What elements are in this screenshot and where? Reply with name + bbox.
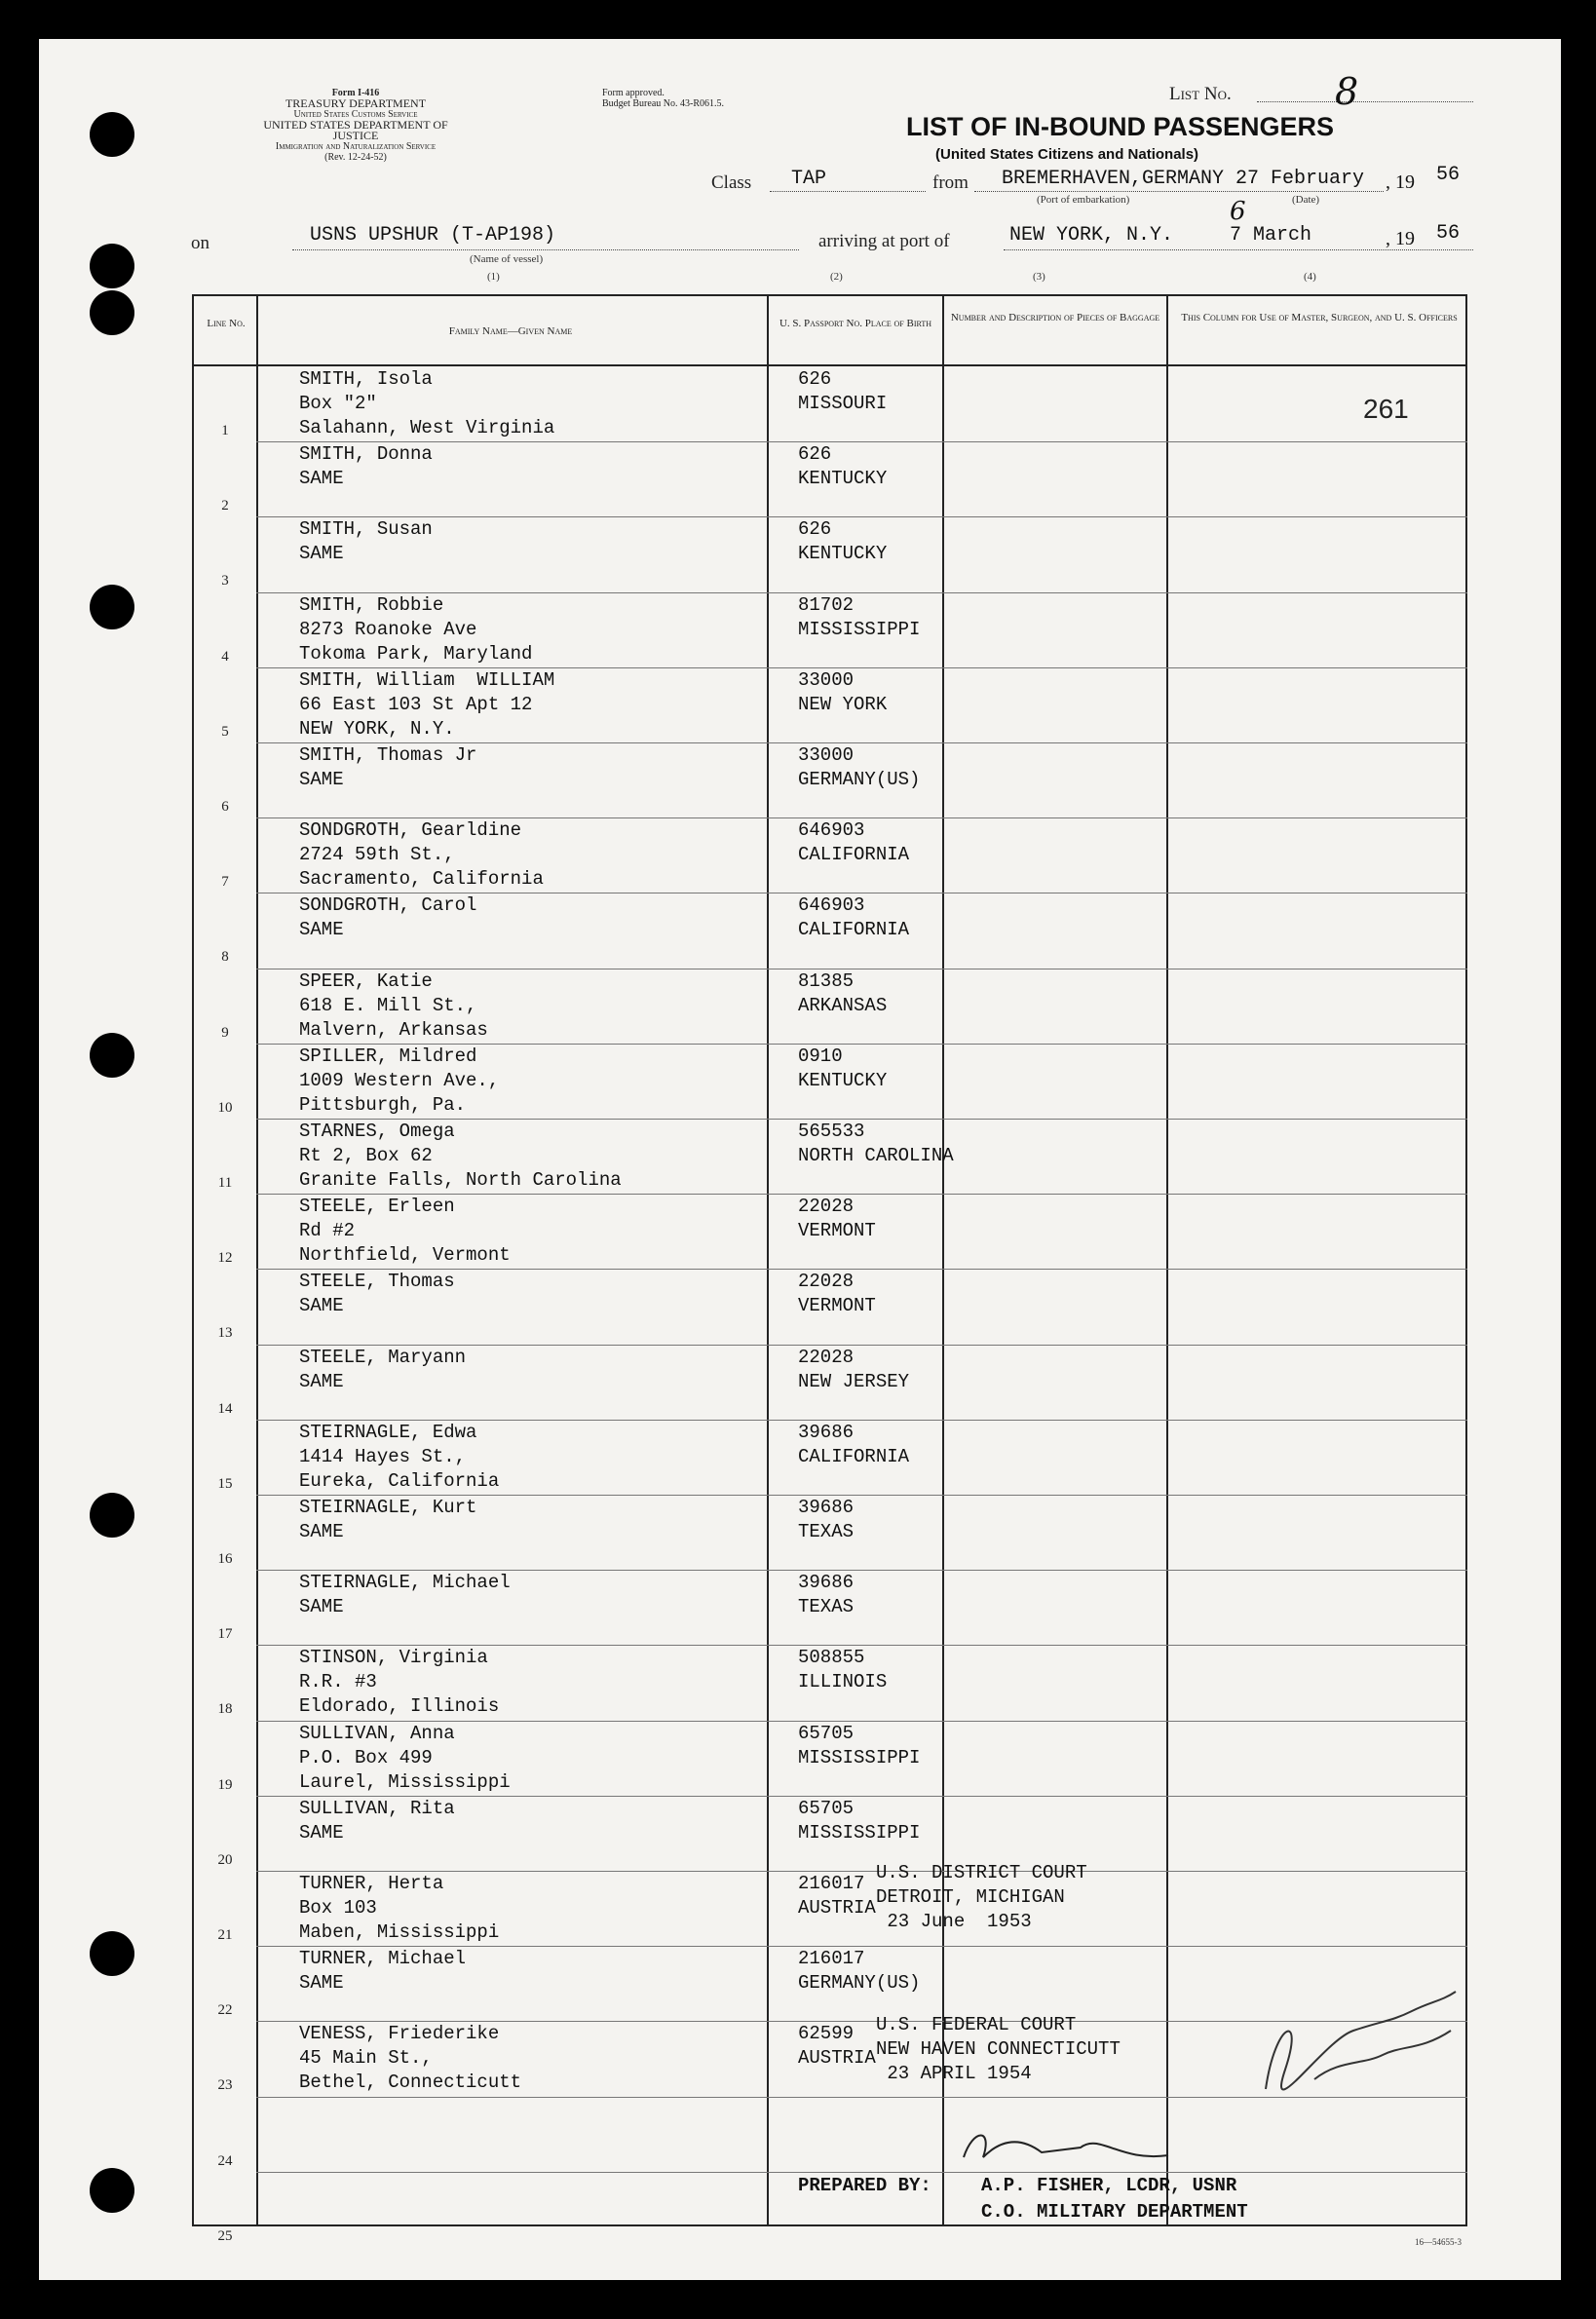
passenger-name-address: TURNER, Michael SAME <box>299 1948 467 1995</box>
row-divider <box>256 2172 1467 2173</box>
column-divider <box>767 296 769 2224</box>
line-number: 20 <box>217 1851 233 1868</box>
passport-birthplace: 626 MISSOURI <box>798 368 888 414</box>
line-number: 22 <box>217 2002 233 2019</box>
list-no-value: 8 <box>1335 70 1359 113</box>
form-code: 16—54655-3 <box>1415 2237 1462 2247</box>
passport-birthplace: 22028 VERMONT <box>798 1271 876 1317</box>
line-number: 15 <box>217 1475 233 1492</box>
from-year-prefix: , 19 <box>1386 171 1415 193</box>
line-number: 25 <box>217 2227 233 2244</box>
officer-note: 261 <box>1363 394 1409 424</box>
passenger-name-address: SONDGROTH, Carol SAME <box>299 894 477 941</box>
treasury-dept: TREASURY DEPARTMENT <box>285 96 427 110</box>
line-number: 18 <box>217 1701 233 1718</box>
passport-birthplace: 646903 CALIFORNIA <box>798 894 910 941</box>
passport-birthplace: 81702 MISSISSIPPI <box>798 593 921 640</box>
punch-hole <box>90 1033 134 1078</box>
passenger-name-address: STINSON, Virginia R.R. #3 Eldorado, Illinois <box>299 1647 500 1718</box>
line-number: 4 <box>221 648 229 665</box>
naturalization-court-note: U.S. FEDERAL COURT NEW HAVEN CONNECTICUTT 23 APRIL 1954 <box>876 2014 1121 2084</box>
on-label: on <box>191 233 209 253</box>
col-header-name: Family Name—Given Name <box>448 325 573 337</box>
arriving-label: arriving at port of <box>818 231 950 251</box>
line-number: 10 <box>217 1099 233 1116</box>
passenger-name-address: TURNER, Herta Box 103 Maben, Mississippi <box>299 1873 500 1943</box>
column-divider <box>256 296 258 2224</box>
passport-birthplace: 216017 GERMANY(US) <box>798 1948 921 1995</box>
arrival-year: 56 <box>1436 222 1461 245</box>
vessel-caption: (Name of vessel) <box>470 253 544 265</box>
passenger-name-address: SMITH, Robbie 8273 Roanoke Ave Tokoma Park, Maryland <box>299 593 533 665</box>
naturalization-court-note: U.S. DISTRICT COURT DETROIT, MICHIGAN 23 June 1953 <box>876 1862 1087 1932</box>
line-number: 14 <box>217 1400 233 1417</box>
vessel-underline <box>292 249 799 250</box>
passport-birthplace: 33000 GERMANY(US) <box>798 744 921 790</box>
punch-hole <box>90 244 134 288</box>
punch-hole <box>90 1493 134 1538</box>
passenger-name-address: SMITH, William WILLIAM 66 East 103 St Apt 12 NEW YORK, N.Y. <box>299 668 555 740</box>
punch-hole <box>90 2168 134 2213</box>
officer-signature <box>1246 1982 1470 2118</box>
form-identification <box>244 88 468 163</box>
from-year: 56 <box>1436 164 1461 186</box>
passport-birthplace: 33000 NEW YORK <box>798 668 888 715</box>
passenger-name-address: VENESS, Friederike 45 Main St., Bethel, Connecticutt <box>299 2023 522 2094</box>
caption-col-3: (3) <box>1033 271 1045 283</box>
passport-birthplace: 81385 ARKANSAS <box>798 969 888 1016</box>
col-header-passport: U. S. Passport No. Place of Birth <box>779 318 932 329</box>
line-number: 5 <box>221 723 229 740</box>
punch-hole <box>90 585 134 629</box>
punch-hole <box>90 290 134 335</box>
passport-birthplace: 39686 TEXAS <box>798 1497 855 1542</box>
passenger-name-address: STEIRNAGLE, Michael SAME <box>299 1572 511 1618</box>
approval-block <box>602 88 724 109</box>
passport-birthplace: 22028 NEW JERSEY <box>798 1346 910 1392</box>
line-number: 24 <box>217 2152 233 2169</box>
port-embarkation-caption: (Port of embarkation) <box>1037 194 1130 206</box>
date-caption: (Date) <box>1292 194 1320 206</box>
passenger-name-address: STARNES, Omega Rt 2, Box 62 Granite Falls, North Carolina <box>299 1121 622 1191</box>
arrival-port: NEW YORK, N.Y. <box>1009 224 1174 247</box>
passenger-name-address: SMITH, Susan SAME <box>299 518 433 565</box>
arrival-date: 7 March <box>1230 224 1312 247</box>
passenger-name-address: STEELE, Thomas SAME <box>299 1271 455 1317</box>
passport-birthplace: 22028 VERMONT <box>798 1196 876 1242</box>
customs-service: United States Customs Service <box>293 109 418 120</box>
class-label: Class <box>711 172 752 193</box>
justice-dept: UNITED STATES DEPARTMENT OF JUSTICE <box>263 118 448 142</box>
line-number: 8 <box>221 949 229 966</box>
passport-birthplace: 39686 TEXAS <box>798 1572 855 1618</box>
passport-birthplace: 39686 CALIFORNIA <box>798 1421 910 1467</box>
passenger-name-address: SULLIVAN, Anna P.O. Box 499 Laurel, Mississippi <box>299 1722 511 1793</box>
arrival-day-correction: 6 <box>1230 197 1246 226</box>
passenger-name-address: SONDGROTH, Gearldine 2724 59th St., Sacramento, California <box>299 819 544 891</box>
form-subtitle: (United States Citizens and Nationals) <box>935 146 1199 163</box>
passenger-name-address: SMITH, Donna SAME <box>299 443 433 490</box>
passenger-name-address: SPEER, Katie 618 E. Mill St., Malvern, Arkansas <box>299 969 488 1041</box>
caption-col-2: (2) <box>830 271 843 283</box>
line-number: 1 <box>221 423 229 438</box>
passport-birthplace: 646903 CALIFORNIA <box>798 819 910 866</box>
line-number: 7 <box>221 874 229 891</box>
caption-col-1: (1) <box>487 271 500 283</box>
prepared-by-label: PREPARED BY: <box>798 2175 931 2196</box>
arrival-year-prefix: , 19 <box>1386 228 1415 249</box>
list-no-label: List No. <box>1169 84 1232 104</box>
header-divider <box>194 364 1465 366</box>
passport-birthplace: 626 KENTUCKY <box>798 518 888 565</box>
line-number: 23 <box>217 2077 233 2094</box>
preparer-title: C.O. MILITARY DEPARTMENT <box>981 2201 1248 2223</box>
line-number: 3 <box>221 573 229 589</box>
passenger-name-address: SMITH, Isola Box "2" Salahann, West Virginia <box>299 368 555 438</box>
from-label: from <box>932 172 969 193</box>
passport-birthplace: 508855 ILLINOIS <box>798 1647 888 1693</box>
passenger-name-address: STEIRNAGLE, Edwa 1414 Hayes St., Eureka, California <box>299 1421 500 1492</box>
revision: (Rev. 12-24-52) <box>324 152 387 163</box>
column-divider <box>1166 296 1168 2224</box>
preparer-name: A.P. FISHER, LCDR, USNR <box>981 2175 1237 2196</box>
preparer-signature <box>954 2118 1188 2177</box>
col-header-line-no: Line No. <box>207 318 246 329</box>
ins-service: Immigration and Naturalization Service <box>275 141 437 152</box>
list-no-underline <box>1257 101 1473 102</box>
class-value: TAP <box>791 168 827 190</box>
passport-birthplace: 565533 NORTH CAROLINA <box>798 1121 954 1166</box>
budget-bureau: Budget Bureau No. 43-R061.5. <box>602 98 724 109</box>
line-number: 2 <box>221 498 229 514</box>
form-title: LIST OF IN-BOUND PASSENGERS <box>906 112 1335 141</box>
form-number: Form I-416 <box>331 88 380 98</box>
passport-birthplace: 626 KENTUCKY <box>798 443 888 490</box>
punch-hole <box>90 1931 134 1976</box>
passport-birthplace: 65705 MISSISSIPPI <box>798 1797 921 1844</box>
passenger-name-address: STEIRNAGLE, Kurt SAME <box>299 1497 477 1542</box>
line-number: 16 <box>217 1551 233 1567</box>
punch-hole <box>90 112 134 157</box>
column-divider <box>942 296 944 2224</box>
col-header-officers: This Column for Use of Master, Surgeon, and U. S. Officers <box>1181 312 1458 323</box>
passport-birthplace: 0910 KENTUCKY <box>798 1045 888 1091</box>
line-number: 9 <box>221 1024 229 1041</box>
passenger-name-address: SPILLER, Mildred 1009 Western Ave., Pittsburgh, Pa. <box>299 1045 500 1116</box>
passenger-name-address: SMITH, Thomas Jr SAME <box>299 744 477 790</box>
passenger-name-address: STEELE, Erleen Rd #2 Northfield, Vermont <box>299 1196 511 1267</box>
line-number: 11 <box>217 1175 233 1191</box>
line-number: 21 <box>217 1927 233 1943</box>
passport-birthplace: 62599 AUSTRIA <box>798 2023 876 2070</box>
arrival-underline <box>1004 249 1473 250</box>
embarkation-port-date: BREMERHAVEN,GERMANY 27 February <box>1002 168 1365 190</box>
passport-birthplace: 65705 MISSISSIPPI <box>798 1722 921 1768</box>
from-underline <box>974 191 1384 192</box>
class-underline <box>770 191 926 192</box>
line-number: 13 <box>217 1325 233 1342</box>
passenger-name-address: STEELE, Maryann SAME <box>299 1346 467 1392</box>
passenger-name-address: SULLIVAN, Rita SAME <box>299 1797 455 1844</box>
caption-col-4: (4) <box>1304 271 1316 283</box>
form-approved: Form approved. <box>602 88 665 98</box>
vessel-name: USNS UPSHUR (T-AP198) <box>310 224 556 247</box>
col-header-baggage: Number and Description of Pieces of Baggage <box>950 312 1160 323</box>
passport-birthplace: 216017 AUSTRIA <box>798 1873 876 1919</box>
line-number: 12 <box>217 1250 233 1267</box>
line-number: 19 <box>217 1776 233 1793</box>
line-number: 17 <box>217 1626 233 1643</box>
line-number: 6 <box>221 799 229 815</box>
